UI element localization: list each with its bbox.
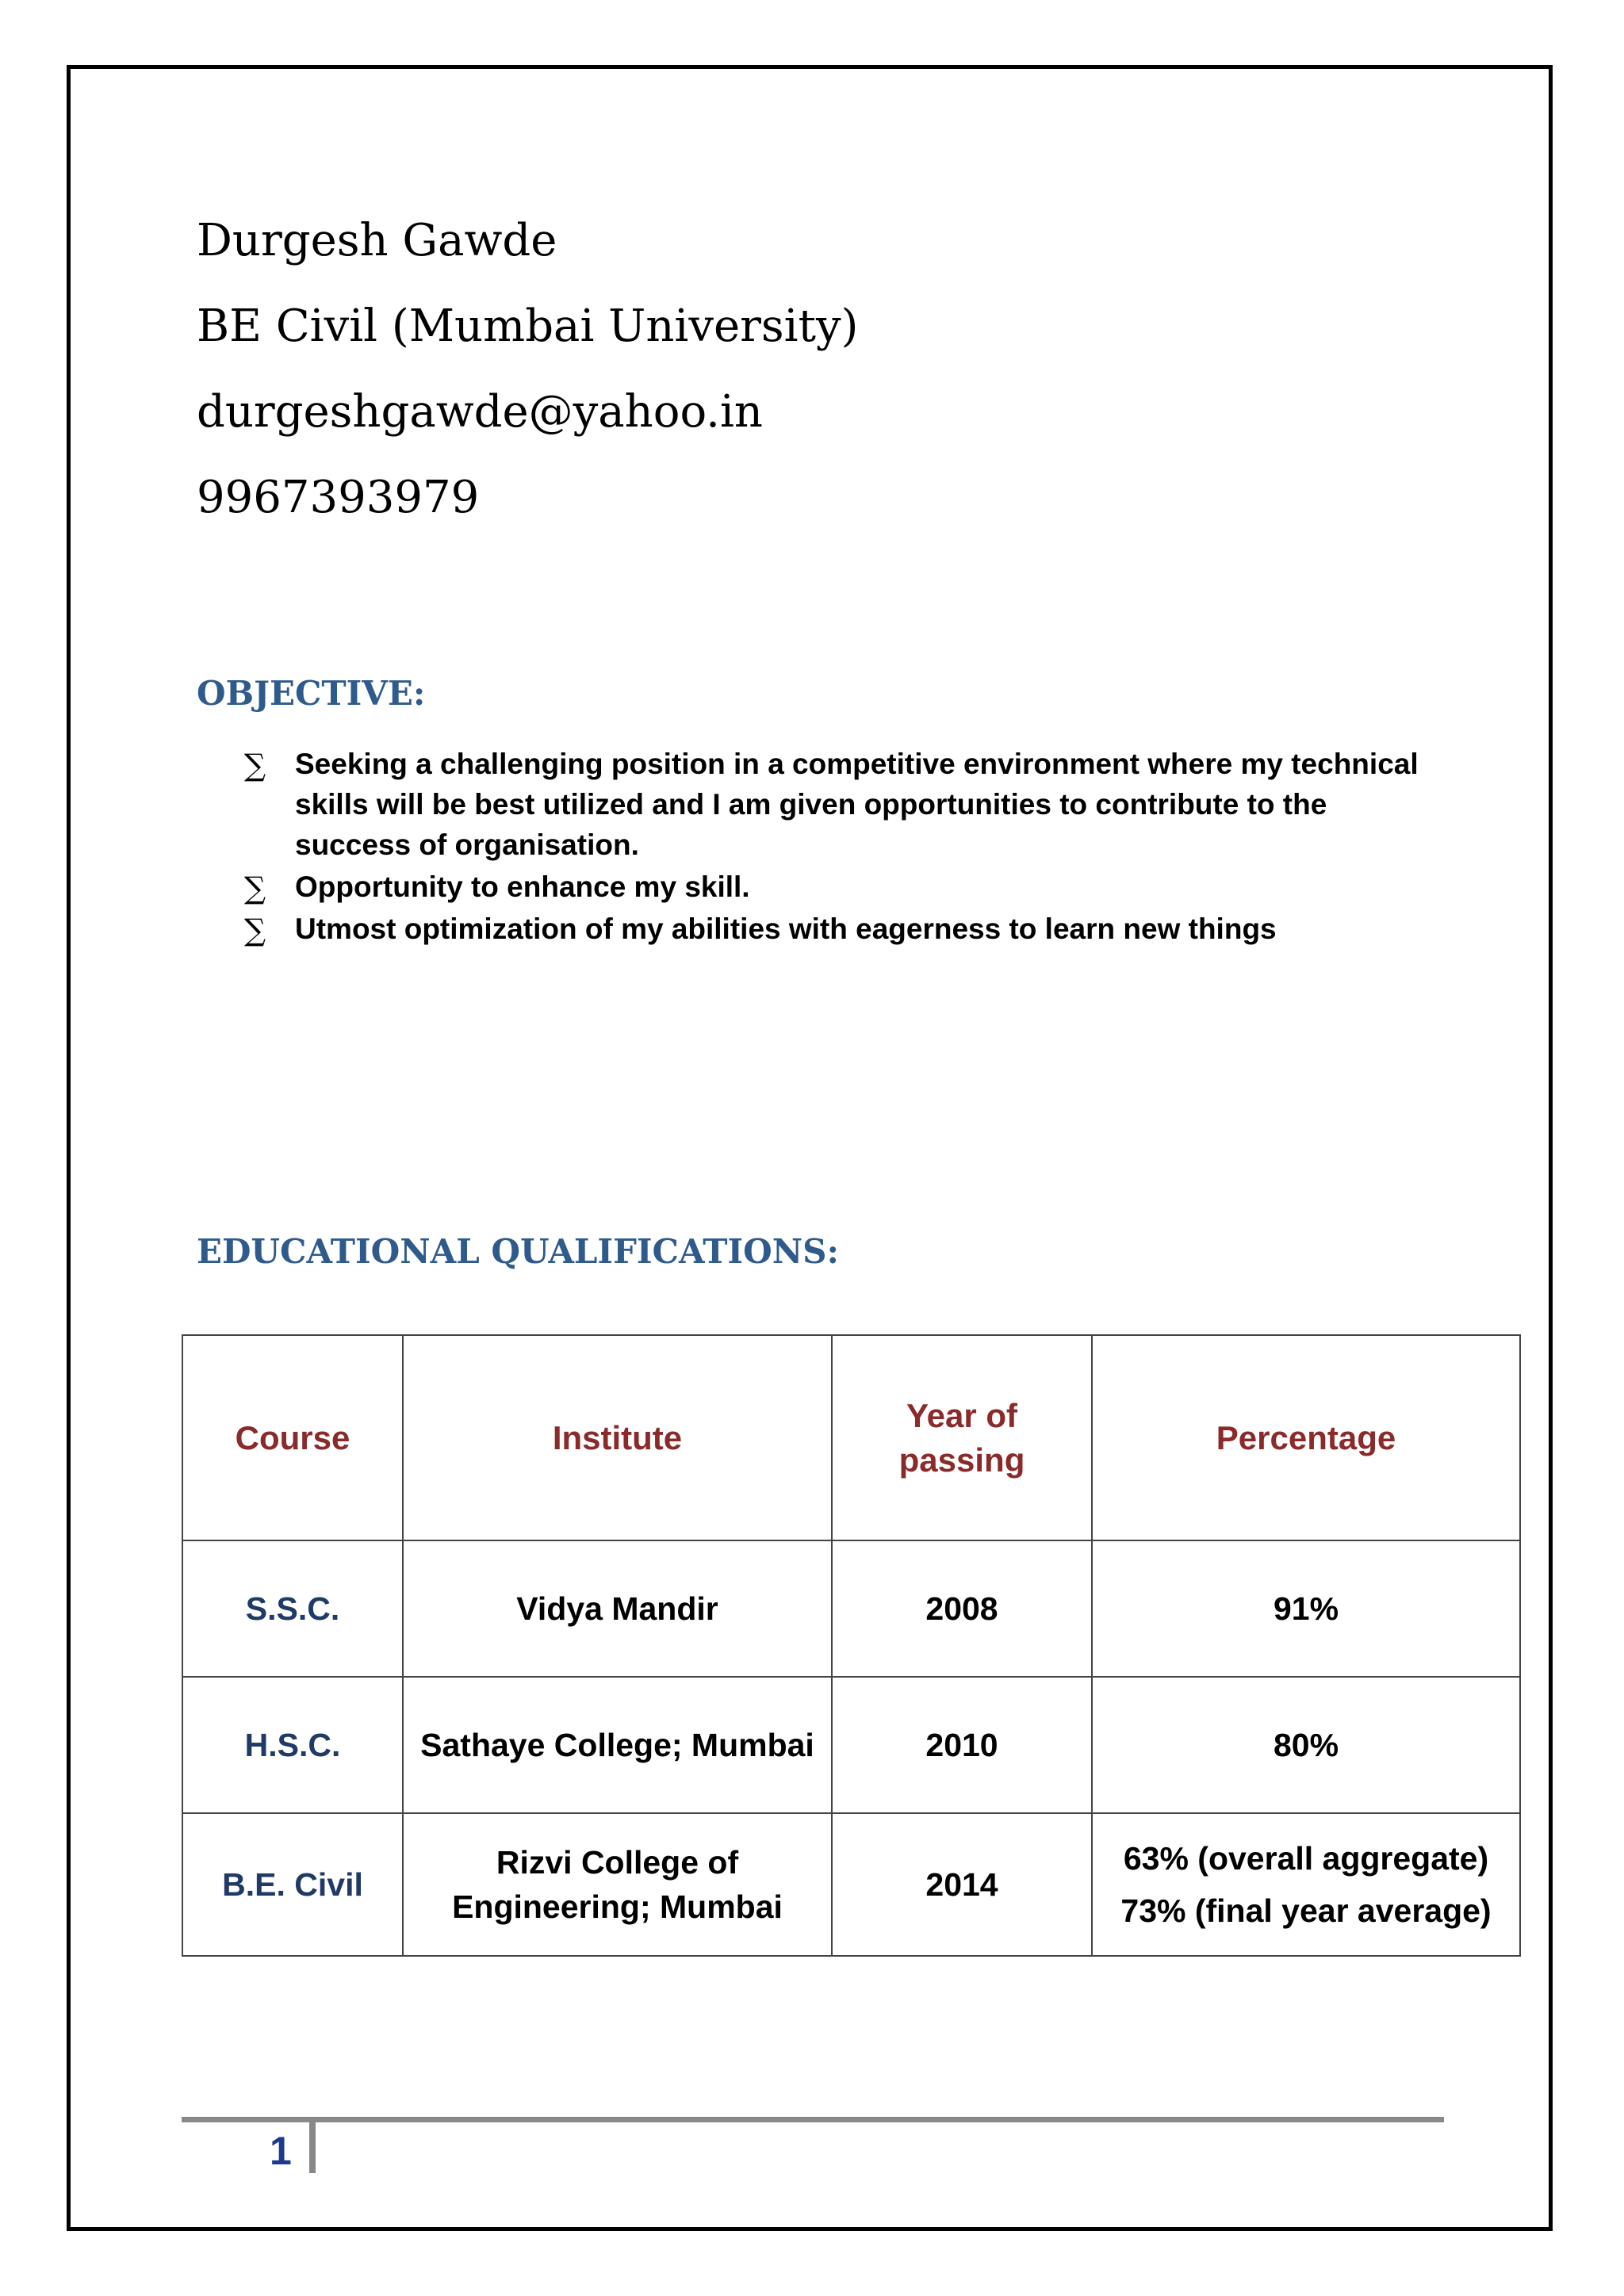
education-table — [182, 1334, 1521, 1957]
year-cell: 2010 — [832, 1677, 1092, 1813]
percentage-line: 73% (final year average) — [1120, 1892, 1492, 1929]
percentage-cell — [1092, 1813, 1520, 1956]
table-header-row — [182, 1335, 1520, 1540]
objective-item — [238, 867, 1443, 907]
institute-cell: Vidya Mandir — [403, 1540, 832, 1677]
table-row — [182, 1540, 1520, 1677]
percentage-line: 80% — [1273, 1727, 1339, 1763]
column-header-course: Course — [182, 1335, 403, 1540]
percentage-cell — [1092, 1677, 1520, 1813]
page-number: 1 — [270, 2129, 292, 2173]
footer-rule — [182, 2117, 1444, 2122]
table-row — [182, 1813, 1520, 1956]
sum-bullet-icon: ∑ — [244, 913, 266, 947]
sum-bullet-icon: ∑ — [244, 748, 266, 783]
column-header-institute: Institute — [403, 1335, 832, 1540]
percentage-line: 63% (overall aggregate) — [1123, 1840, 1489, 1877]
year-cell: 2008 — [832, 1540, 1092, 1677]
column-header-year — [832, 1335, 1092, 1540]
course-cell: B.E. Civil — [182, 1813, 403, 1956]
footer-divider — [309, 2122, 316, 2173]
candidate-name: Durgesh Gawde — [197, 215, 557, 266]
objective-list — [238, 744, 1443, 951]
resume-header — [197, 198, 859, 541]
percentage-cell — [1092, 1540, 1520, 1677]
institute-cell-text: Rizvi College of Engineering; Mumbai — [452, 1844, 783, 1925]
candidate-phone: 9967393979 — [197, 472, 480, 523]
candidate-email: durgeshgawde@yahoo.in — [197, 386, 763, 438]
candidate-degree: BE Civil (Mumbai University) — [197, 300, 859, 352]
table-row — [182, 1677, 1520, 1813]
objective-item-text: Seeking a challenging position in a competitive environment where my technical skills will be best utilized and I am given opportunities to contribute to the success of organisation. — [295, 748, 1419, 861]
education-heading: EDUCATIONAL QUALIFICATIONS: — [197, 1232, 839, 1271]
institute-cell — [403, 1813, 832, 1956]
objective-item-text: Utmost optimization of my abilities with eagerness to learn new things — [295, 913, 1277, 945]
course-cell: H.S.C. — [182, 1677, 403, 1813]
year-cell: 2014 — [832, 1813, 1092, 1956]
objective-item-text: Opportunity to enhance my skill. — [295, 871, 750, 903]
objective-item — [238, 744, 1443, 865]
percentage-line: 91% — [1273, 1590, 1339, 1627]
objective-heading: OBJECTIVE: — [197, 674, 426, 713]
column-header-percentage: Percentage — [1092, 1335, 1520, 1540]
sum-bullet-icon: ∑ — [244, 871, 266, 905]
column-header-year-text: Year of passing — [898, 1396, 1025, 1479]
objective-item — [238, 909, 1443, 949]
course-cell: S.S.C. — [182, 1540, 403, 1677]
institute-cell: Sathaye College; Mumbai — [403, 1677, 832, 1813]
